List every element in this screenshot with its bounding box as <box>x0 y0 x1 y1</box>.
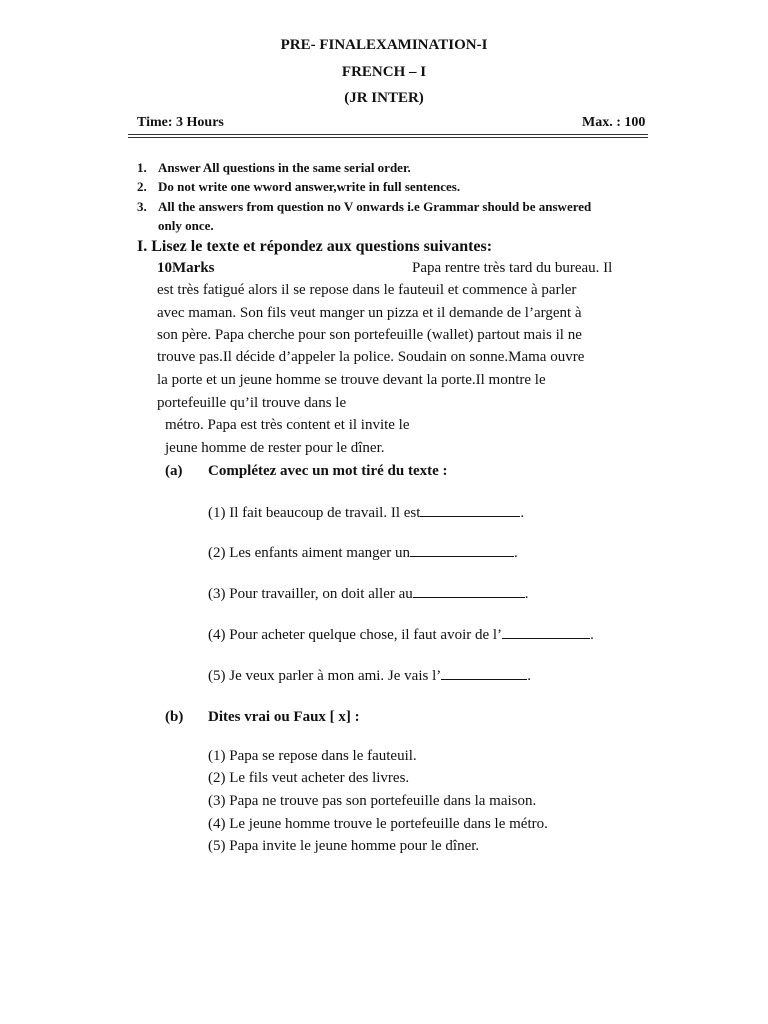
exam-time: Time: 3 Hours <box>137 115 224 130</box>
question-end: . <box>590 627 594 643</box>
true-false-question: (1) Papa se repose dans le fauteuil. <box>208 748 417 764</box>
fill-blank-question <box>208 667 531 685</box>
answer-blank[interactable] <box>410 544 514 557</box>
instruction-text: Answer All questions in the same serial order. <box>158 160 411 175</box>
question-text: (3) Pour travailler, on doit aller au <box>208 586 413 602</box>
instruction-number: 2. <box>137 179 147 194</box>
part-b-title: Dites vrai ou Faux [ x] : <box>208 709 360 725</box>
section-marks: 10Marks <box>157 260 215 276</box>
instruction-text: only once. <box>158 218 214 233</box>
exam-subject: FRENCH – I <box>341 64 427 80</box>
passage-line: portefeuille qu’il trouve dans le <box>157 395 347 411</box>
true-false-question: (5) Papa invite le jeune homme pour le dîner. <box>208 838 480 854</box>
section-heading: I. Lisez le texte et répondez aux questions suivantes: <box>137 238 493 255</box>
question-end: . <box>520 505 525 521</box>
instruction-item <box>137 179 460 195</box>
passage-line: Papa rentre très tard du bureau. Il <box>412 260 613 276</box>
header-rule-top <box>128 134 648 135</box>
question-end: . <box>527 668 532 684</box>
true-false-question: (3) Papa ne trouve pas son portefeuille dans la maison. <box>208 793 537 809</box>
fill-blank-question <box>208 585 529 603</box>
passage-line: jeune homme de rester pour le dîner. <box>165 440 385 456</box>
passage-line: la porte et un jeune homme se trouve devant la porte.Il montre le <box>157 372 546 388</box>
answer-blank[interactable] <box>502 626 590 639</box>
passage-line: est très fatigué alors il se repose dans le fauteuil et commence à parler <box>157 282 577 298</box>
part-a-title: Complétez avec un mot tiré du texte : <box>208 463 448 479</box>
answer-blank[interactable] <box>420 504 520 517</box>
fill-blank-question <box>208 544 518 562</box>
question-end: . <box>524 586 529 602</box>
instruction-text: Do not write one wword answer,write in full sentences. <box>158 179 461 194</box>
header-rule-bottom <box>128 137 648 138</box>
instruction-item <box>137 218 214 234</box>
question-text: (1) Il fait beaucoup de travail. Il est <box>208 505 421 521</box>
exam-title: PRE- FINALEXAMINATION-I <box>280 37 488 53</box>
fill-blank-question <box>208 504 524 522</box>
fill-blank-question <box>208 626 594 644</box>
instruction-text: All the answers from question no V onwards i.e Grammar should be answered <box>158 199 592 214</box>
instruction-item <box>137 199 591 215</box>
passage-line: métro. Papa est très content et il invite le <box>165 417 410 433</box>
exam-max-marks: Max. : 100 <box>582 115 646 130</box>
question-text: (4) Pour acheter quelque chose, il faut avoir de l’ <box>208 627 503 643</box>
question-text: (5) Je veux parler à mon ami. Je vais l’ <box>208 668 442 684</box>
question-end: . <box>514 545 518 561</box>
question-text: (2) Les enfants aiment manger un <box>208 545 411 561</box>
instruction-number: 3. <box>137 199 147 214</box>
part-a-label: (a) <box>165 463 183 479</box>
passage-line: trouve pas.Il décide d’appeler la police. Soudain on sonne.Mama ouvre <box>157 349 585 365</box>
answer-blank[interactable] <box>441 667 527 680</box>
true-false-question: (2) Le fils veut acheter des livres. <box>208 770 410 786</box>
answer-blank[interactable] <box>413 585 525 598</box>
passage-line: avec maman. Son fils veut manger un pizza et il demande de l’argent à <box>157 305 582 321</box>
instruction-number: 1. <box>137 160 147 175</box>
part-b-label: (b) <box>165 709 184 725</box>
passage-line: son père. Papa cherche pour son portefeuille (wallet) partout mais il ne <box>157 327 582 343</box>
exam-level: (JR INTER) <box>344 90 424 106</box>
true-false-question: (4) Le jeune homme trouve le portefeuille dans le métro. <box>208 816 548 832</box>
instruction-item <box>137 160 411 176</box>
